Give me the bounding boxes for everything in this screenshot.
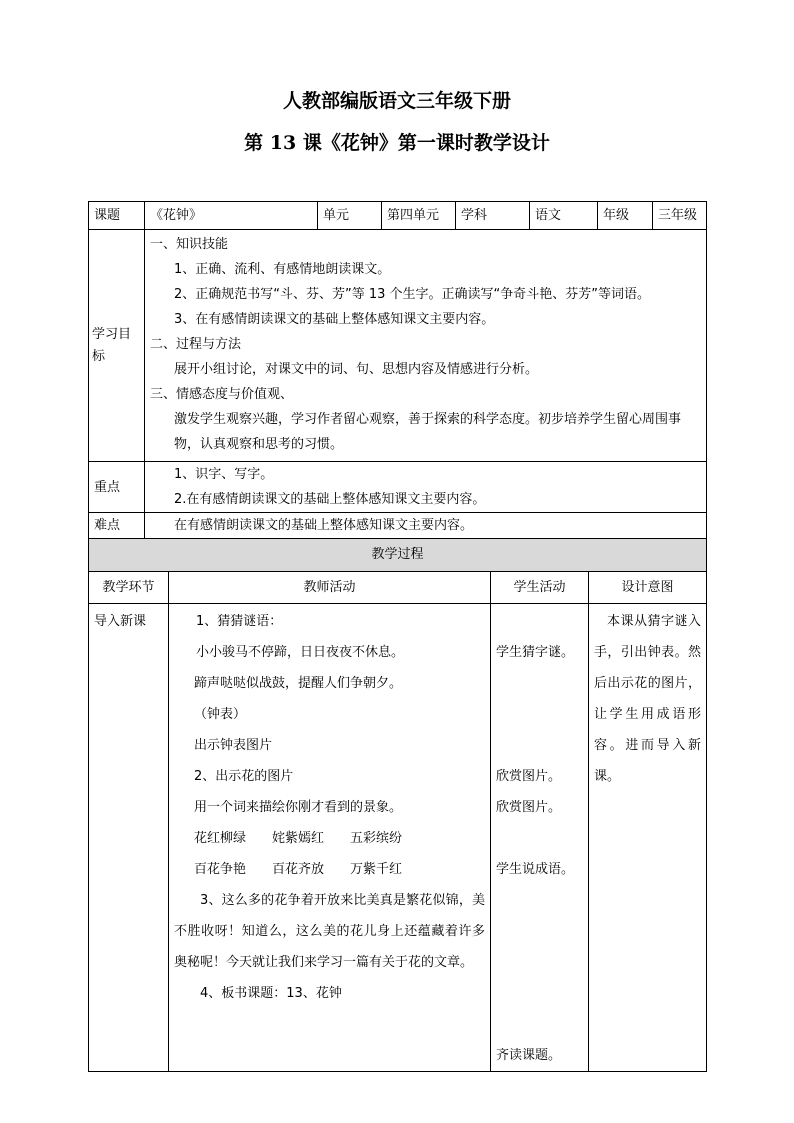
teacher-line: 出示钟表图片 (194, 737, 273, 753)
process-columns-row (89, 571, 707, 603)
student-line: 学生说成语。 (496, 861, 575, 877)
difficulties-content (145, 513, 707, 539)
grade-label: 年级 (598, 202, 653, 230)
key-point-line: 2.在有感情朗读课文的基础上整体感知课文主要内容。 (174, 492, 486, 507)
lesson-plan-table (88, 201, 706, 1072)
difficulties-text: 在有感情朗读课文的基础上整体感知课文主要内容。 (174, 518, 474, 533)
teacher-line: 百花争艳 百花齐放 万紫千红 (194, 861, 403, 877)
teacher-line: 蹄声哒哒似战鼓，提醒人们争朝夕。 (194, 675, 403, 691)
key-points-label: 重点 (89, 462, 145, 513)
grade-value: 三年级 (653, 202, 707, 230)
objective-line: 展开小组讨论，对课文中的词、句、思想内容及情感进行分析。 (174, 362, 539, 377)
column-header-intent: 设计意图 (589, 571, 707, 603)
student-blank (496, 606, 583, 637)
teacher-line: （钟表） (194, 706, 247, 722)
topic-label: 课题 (89, 202, 145, 230)
student-blank (496, 823, 583, 854)
process-header: 教学过程 (89, 539, 707, 571)
objective-line: 三、情感态度与价值观、 (150, 387, 294, 402)
student-line: 欣赏图片。 (496, 768, 562, 784)
objectives-label: 学习目标 (89, 230, 145, 462)
student-blank (496, 885, 583, 1040)
unit-label: 单元 (318, 202, 382, 230)
info-row (89, 202, 707, 230)
teacher-line: 4、板书课题：13、花钟 (200, 985, 342, 1001)
objective-line: 二、过程与方法 (150, 337, 242, 352)
process-header-row (89, 539, 707, 571)
document-title: 人教部编版语文三年级下册 (282, 90, 511, 112)
stage-cell: 导入新课 (89, 603, 169, 1071)
teacher-line: 花红柳绿 姹紫嫣红 五彩缤纷 (194, 830, 403, 846)
design-intent-cell (589, 603, 707, 1071)
difficulties-row (89, 513, 707, 539)
key-points-content (145, 462, 707, 513)
teacher-line: 2、出示花的图片 (194, 768, 294, 784)
subject-value: 语文 (530, 202, 598, 230)
column-header-teacher: 教师活动 (169, 571, 491, 603)
student-line: 齐读课题。 (496, 1047, 562, 1063)
key-points-row (89, 462, 707, 513)
objective-line: 激发学生观察兴趣，学习作者留心观察，善于探索的科学态度。初步培养学生留心周围事物，认真观察和思考的习惯。 (174, 412, 682, 452)
objective-line: 一、知识技能 (150, 237, 229, 252)
objective-line: 2、正确规范书写“斗、芬、芳”等 13 个生字。正确读写“争奇斗艳、芬芳”等词语。 (174, 287, 651, 302)
key-point-line: 1、识字、写字。 (174, 467, 274, 482)
process-row-intro (89, 603, 707, 1071)
objectives-content (145, 230, 707, 462)
student-blank (496, 668, 583, 761)
teacher-activity-cell (169, 603, 491, 1071)
teacher-line: 小小骏马不停蹄，日日夜夜不休息。 (196, 644, 405, 660)
objective-line: 1、正确、流利、有感情地朗读课文。 (174, 262, 391, 277)
student-line: 学生猜字谜。 (496, 644, 575, 660)
column-header-stage: 教学环节 (89, 571, 169, 603)
teacher-line: 1、猜猜谜语： (196, 613, 283, 629)
subject-label: 学科 (456, 202, 530, 230)
teacher-line: 3、这么多的花争着开放来比美真是繁花似锦，美不胜收呀！知道么，这么美的花儿身上还蕴藏着许多奥秘呢！今天就让我们来学习一篇有关于花的文章。 (174, 892, 485, 970)
unit-value: 第四单元 (382, 202, 456, 230)
teacher-line: 用一个词来描绘你刚才看到的景象。 (194, 799, 403, 815)
intent-text: 本课从猜字谜入手，引出钟表。然后出示花的图片，让学生用成语形容。进而导入新课。 (594, 613, 702, 784)
student-line: 欣赏图片。 (496, 799, 562, 815)
topic-value: 《花钟》 (145, 202, 318, 230)
document-subtitle: 第 13 课《花钟》第一课时教学设计 (244, 132, 550, 154)
objectives-row (89, 230, 707, 462)
student-activity-cell (491, 603, 589, 1071)
column-header-student: 学生活动 (491, 571, 589, 603)
objective-line: 3、在有感情朗读课文的基础上整体感知课文主要内容。 (174, 312, 495, 327)
difficulties-label: 难点 (89, 513, 145, 539)
